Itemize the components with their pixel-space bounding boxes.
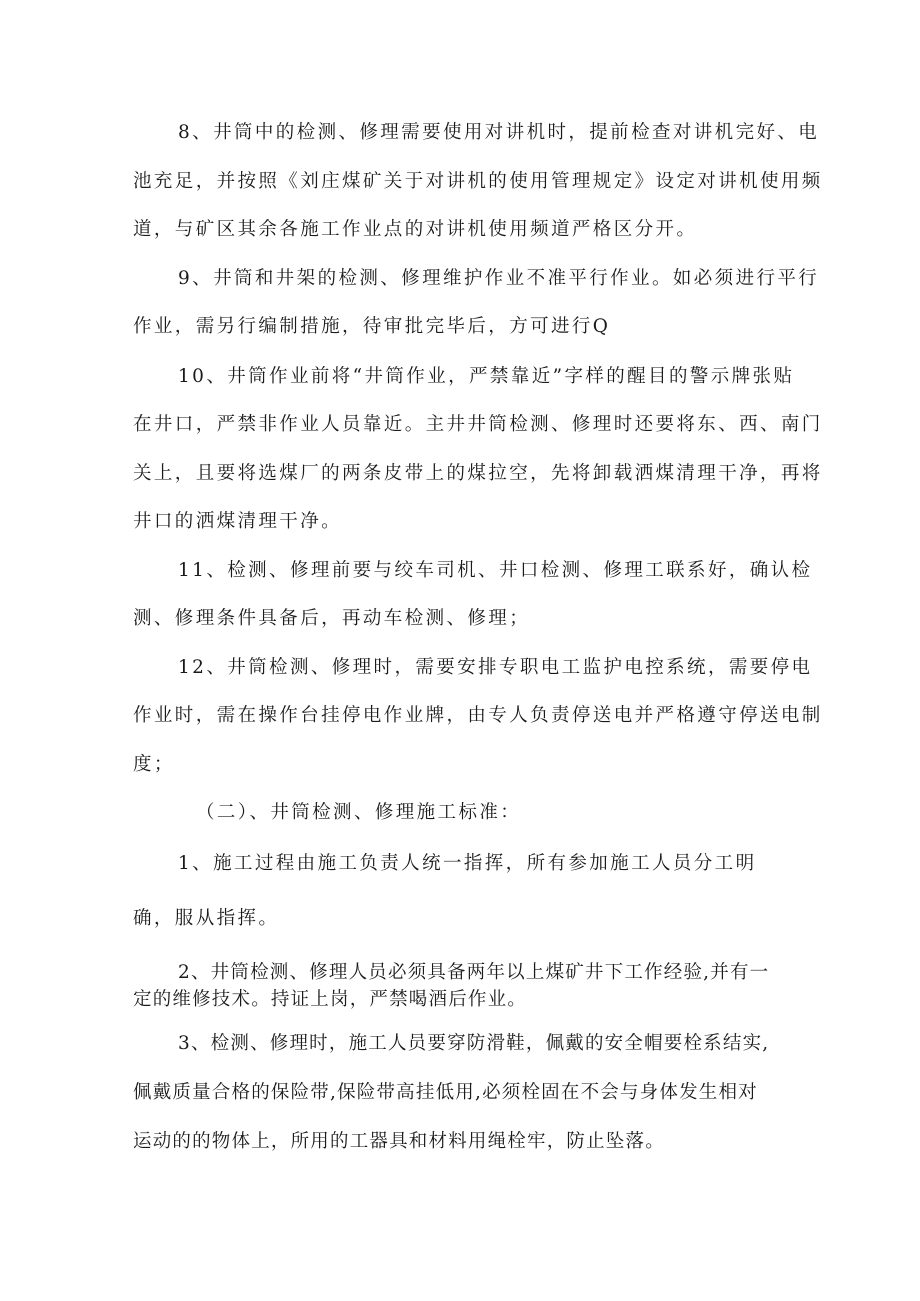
paragraph-10-line-4: 井口的洒煤清理干净。 (133, 511, 343, 532)
standard-3-line-3: 运动的的物体上，所用的工器具和材料用绳栓牢，防止坠落。 (133, 1131, 665, 1152)
paragraph-12-line-3: 度； (133, 754, 175, 775)
standard-1-line-1: 1、施工过程由施工负责人统一指挥，所有参加施工人员分工明 (178, 853, 757, 874)
paragraph-9-line-1: 9、井筒和井架的检测、修理维护作业不准平行作业。如必须进行平行 (178, 268, 820, 289)
paragraph-8-line-1: 8、井筒中的检测、修理需要使用对讲机时，提前检查对讲机完好、电 (178, 122, 820, 143)
paragraph-9-line-2: 作业，需另行编制措施，待审批完毕后，方可进行Q (133, 316, 611, 337)
paragraph-8-line-2: 池充足，并按照《刘庄煤矿关于对讲机的使用管理规定》设定对讲机使用频 (133, 171, 823, 192)
paragraph-8-line-3: 道，与矿区其余各施工作业点的对讲机使用频道严格区分开。 (133, 219, 698, 240)
paragraph-12-line-2: 作业时，需在操作台挂停电作业牌，由专人负责停送电并严格遵守停送电制 (133, 705, 823, 726)
standard-3-line-1: 3、检测、修理时，施工人员要穿防滑鞋，佩戴的安全帽要栓系结实, (178, 1033, 770, 1054)
paragraph-12-line-1: 12、井筒检测、修理时，需要安排专职电工监护电控系统，需要停电 (178, 657, 813, 678)
paragraph-10-line-2: 在井口，严禁非作业人员靠近。主井井筒检测、修理时还要将东、西、南门 (133, 414, 823, 435)
standard-3-line-2: 佩戴质量合格的保险带,保险带高挂低用,必须栓固在不会与身体发生相对 (133, 1082, 758, 1103)
paragraph-10-line-1: 10、井筒作业前将“井筒作业，严禁靠近”字样的醒目的警示牌张贴 (178, 366, 795, 387)
standard-2-line-1: 2、井筒检测、修理人员必须具备两年以上煤矿井下工作经验,并有一 (178, 962, 770, 983)
paragraph-11-line-1: 11、检测、修理前要与绞车司机、井口检测、修理工联系好，确认检 (178, 560, 813, 581)
standard-2-line-2: 定的维修技术。持证上岗，严禁喝酒后作业。 (133, 989, 528, 1010)
section-heading: （二）、井筒检测、修理施工标准： (196, 802, 522, 823)
paragraph-10-line-3: 关上，且要将选煤厂的两条皮带上的煤拉空，先将卸载洒煤清理干净，再将 (133, 463, 823, 484)
paragraph-11-line-2: 测、修理条件具备后，再动车检测、修理； (133, 608, 531, 629)
standard-1-line-2: 确，服从指挥。 (133, 908, 280, 929)
